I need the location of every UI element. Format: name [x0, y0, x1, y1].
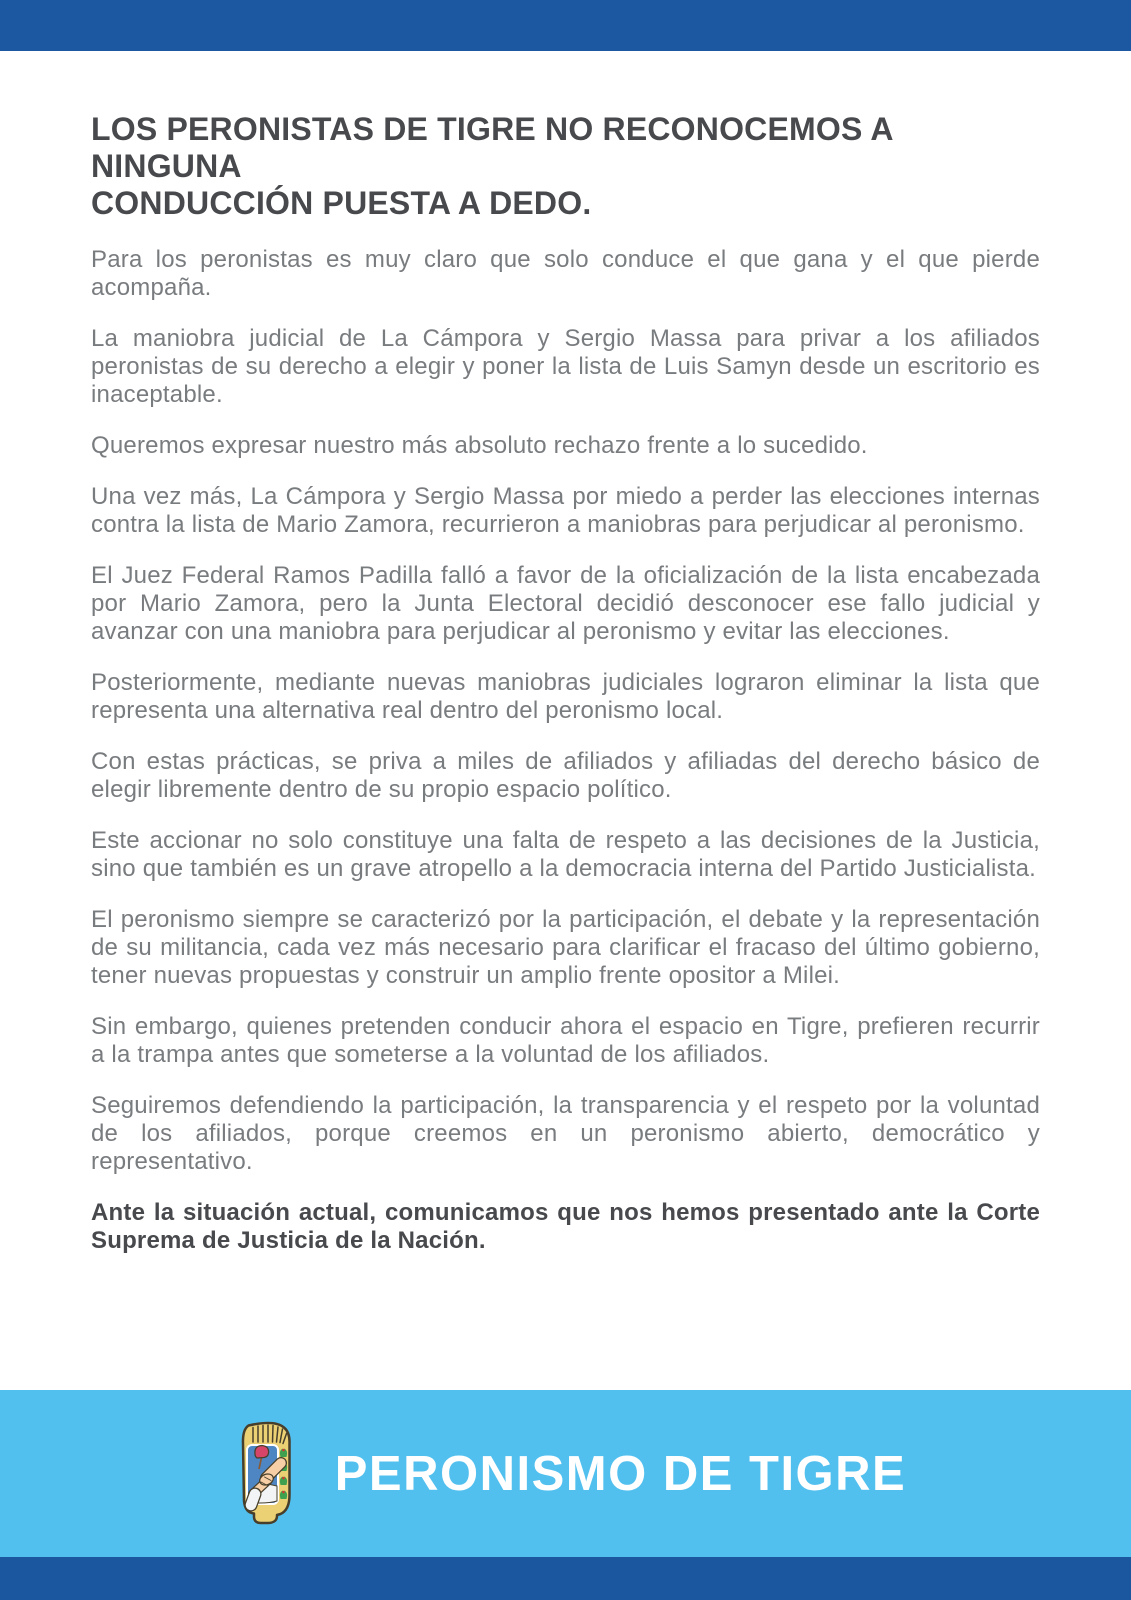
closing-statement: Ante la situación actual, comunicamos que nos hemos presentado ante la Corte Suprema de Justicia de la Nación. [91, 1199, 1040, 1254]
statement-paragraphs [91, 246, 1040, 1176]
page-title-line-1: LOS PERONISTAS DE TIGRE NO RECONOCEMOS A NINGUNA [91, 111, 893, 184]
body-paragraph: Este accionar no solo constituye una falta de respeto a las decisiones de la Justicia, sino que también es un grave atropello a la democracia interna del Partido Justicialista. [91, 827, 1040, 882]
body-paragraph: Sin embargo, quienes pretenden conducir ahora el espacio en Tigre, prefieren recurrir a la trampa antes que someterse a la voluntad de los afiliados. [91, 1013, 1040, 1068]
body-paragraph: Con estas prácticas, se priva a miles de afiliados y afiliadas del derecho básico de elegir libremente dentro de su propio espacio político. [91, 748, 1040, 803]
bottom-border-bar [0, 1557, 1131, 1600]
body-paragraph: Para los peronistas es muy claro que solo conduce el que gana y el que pierde acompaña. [91, 246, 1040, 301]
body-paragraph: La maniobra judicial de La Cámpora y Sergio Massa para privar a los afiliados peronistas de su derecho a elegir y poner la lista de Luis Samyn desde un escritorio es inaceptable. [91, 325, 1040, 408]
body-paragraph: Una vez más, La Cámpora y Sergio Massa por miedo a perder las elecciones internas contra la lista de Mario Zamora, recurrieron a maniobras para perjudicar al peronismo. [91, 483, 1040, 538]
top-border-bar [0, 0, 1131, 51]
page-title [91, 111, 1040, 222]
body-paragraph: Seguiremos defendiendo la participación, la transparencia y el respeto por la voluntad de los afiliados, porque creemos en un peronismo abierto, democrático y representativo. [91, 1092, 1040, 1175]
body-paragraph: El peronismo siempre se caracterizó por la participación, el debate y la representación de su militancia, cada vez más necesario para clarificar el fracaso del último gobierno, tener nuevas propuestas y construir un amplio frente opositor a Milei. [91, 906, 1040, 989]
statement-body [0, 51, 1131, 1390]
footer-band [0, 1390, 1131, 1557]
body-paragraph: Queremos expresar nuestro más absoluto rechazo frente a lo sucedido. [91, 432, 868, 459]
brand-wordmark: PERONISMO DE TIGRE [334, 1446, 907, 1501]
pj-shield-icon [225, 1421, 301, 1527]
body-paragraph: El Juez Federal Ramos Padilla falló a favor de la oficialización de la lista encabezada por Mario Zamora, pero la Junta Electoral decidió desconocer ese fallo judicial y avanzar con una maniobra para perjudicar al peronismo y evitar las elecciones. [91, 562, 1040, 645]
page-title-line-2: CONDUCCIÓN PUESTA A DEDO. [91, 185, 592, 221]
body-paragraph: Posteriormente, mediante nuevas maniobras judiciales lograron eliminar la lista que representa una alternativa real dentro del peronismo local. [91, 669, 1040, 724]
